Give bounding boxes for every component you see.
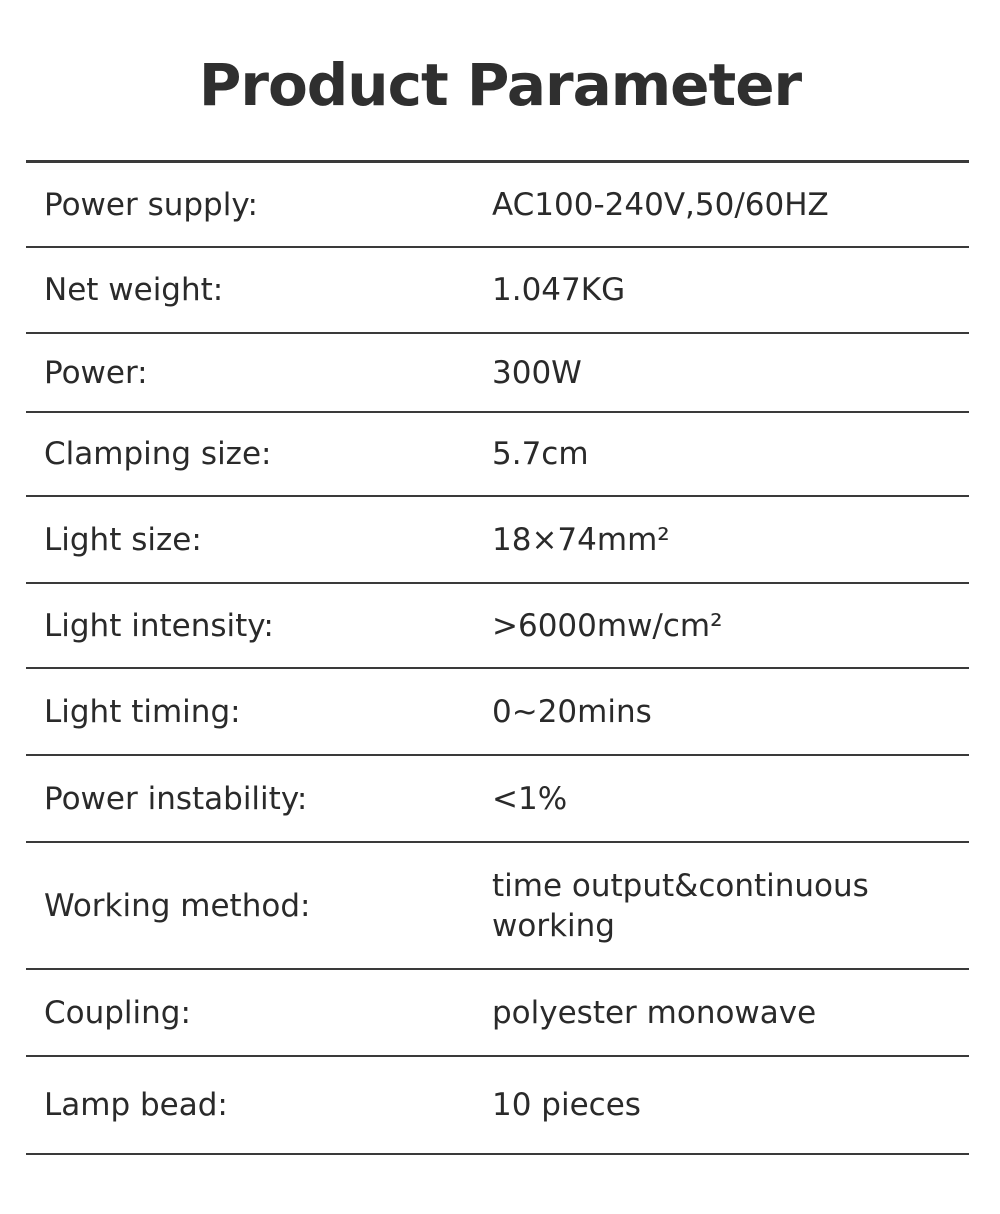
table-row xyxy=(26,669,969,756)
row-value: 1.047KG xyxy=(492,272,626,308)
row-label: Working method: xyxy=(44,887,311,924)
table-row xyxy=(26,163,969,248)
parameter-table xyxy=(26,160,969,1155)
row-value: 18×74mm² xyxy=(492,521,670,558)
table-row xyxy=(26,497,969,584)
row-label: Coupling: xyxy=(44,994,191,1031)
table-row xyxy=(26,843,969,970)
row-value: AC100-240V,50/60HZ xyxy=(492,186,829,223)
row-value: 5.7cm xyxy=(492,436,589,472)
page-title: Product Parameter xyxy=(198,51,802,119)
table-row xyxy=(26,334,969,413)
row-value: time output&continuous working xyxy=(492,867,869,944)
table-row xyxy=(26,756,969,843)
table-row xyxy=(26,248,969,334)
row-label: Power: xyxy=(44,354,148,391)
row-value: polyester monowave xyxy=(492,994,817,1031)
row-label: Lamp bead: xyxy=(44,1087,228,1123)
table-row xyxy=(26,970,969,1057)
row-label: Power supply: xyxy=(44,186,258,223)
row-value: 0~20mins xyxy=(492,693,652,730)
table-row xyxy=(26,584,969,669)
row-label: Light timing: xyxy=(44,693,241,730)
table-row xyxy=(26,1057,969,1155)
row-label: Light size: xyxy=(44,521,202,558)
row-label: Light intensity: xyxy=(44,607,274,644)
row-value: >6000mw/cm² xyxy=(492,607,723,644)
row-label: Clamping size: xyxy=(44,436,272,472)
table-row xyxy=(26,413,969,497)
row-label: Net weight: xyxy=(44,272,224,308)
row-value: 10 pieces xyxy=(492,1087,641,1123)
row-label: Power instability: xyxy=(44,780,308,817)
row-value: <1% xyxy=(492,780,568,817)
row-value: 300W xyxy=(492,354,582,391)
